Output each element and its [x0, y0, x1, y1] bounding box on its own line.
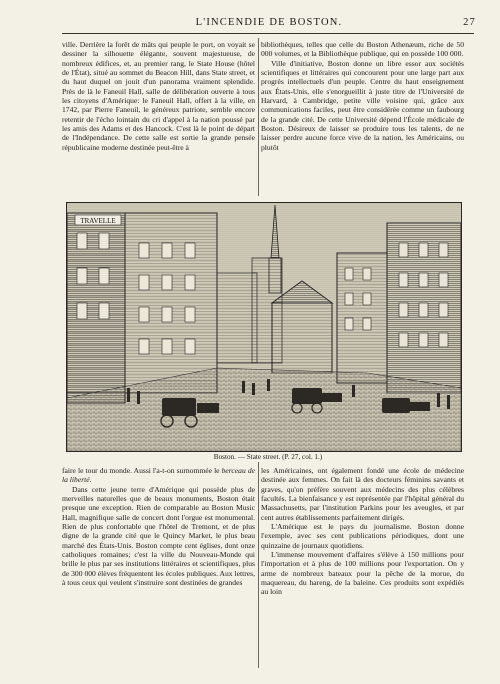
emphasis: berceau de la liberté.: [62, 466, 255, 485]
engraving-illustration: [67, 203, 461, 451]
paragraph: les Américaines, ont également fondé une école de médecine destinée aux femmes. On fait là des docteurs féminins savants et graves, qu'on préfère souvent aux médecins des plus célèbres facultés. La bienfaisance y est représentée par l'hôpital général du Massachusetts, par l'institution Parkins pour les aveugles, et par cent autres établissements parfaitement dirigés.: [261, 466, 464, 522]
page-number: 27: [463, 17, 476, 28]
right-column-bottom: [261, 466, 464, 597]
left-column-bottom: [62, 466, 255, 587]
running-title: L'INCENDIE DE BOSTON.: [195, 17, 343, 28]
column-divider-top: [258, 38, 259, 196]
paragraph: Ville d'initiative, Boston donne un libre essor aux sociétés scientifiques et littéraires qui concourent pour une large part aux progrès intellectuels d'un peuple. Centre du haut enseignement aux États-Unis, elle s'enorgueillit à juste titre de l'Université de Harvard, à Cambridge, petite ville voisine qui, grâce aux communications faciles, peut être considérée comme un faubourg de la grande cité. De cette Université dépend l'École médicale de Boston. Désireux de laisser se produire tous les talents, de ne laisser perdre aucune force vive de la nation, les Américains, ou plutôt: [261, 58, 464, 152]
right-column-top: [261, 40, 464, 152]
paragraph: [62, 466, 255, 485]
shop-sign-text: TRAVELLE: [80, 217, 116, 225]
paragraph: ville. Derrière la forêt de mâts qui peuple le port, on voyait se dessiner la silhouette élégante, souvent majestueuse, de nombreux édifices, et, au premier rang, le State House (hôtel de l'État), situé au sommet du Beacon Hill, dans State street, et du haut duquel on jouit d'un panorama vraiment splendide. Près de là le Faneuil Hall, salle de délibération ouverte à tous les citoyens d'Amérique: le Faneuil Hall, offert à la ville, en 1742, par Pierre Faneuil, le généreux patriote, semble encore retentir de l'écho lointain du cri d'appel à la nation poussé par les amis des Adams et des Hancock. C'est là le point de départ de l'Indépendance. De cette salle est sortie la grande pensée républicaine moderne destinée peut-être à: [62, 40, 255, 152]
figure-caption: Boston. — State street. (P. 27, col. 1.): [213, 453, 323, 461]
paragraph-lead: faire le tour du monde. Aussi l'a-t-on surnommée le: [62, 466, 220, 475]
paragraph: Dans cette jeune terre d'Amérique qui possède plus de merveilles naturelles que de beaux monuments, Boston était presque une exception. Rien de comparable au Boston Music Hall, magnifique salle de concert dont l'orgue est monumental. Rien de plus confortable que l'hôtel de Tremont, et de plus digne de la grande cité que le Quincy Market, le plus beau marché des États-Unis. Boston compte cent églises, dont onze catholiques romaines; c'est la ville du Nouveau-Monde qui brille le plus par ses institutions littéraires et scientifiques, plus de 300 000 élèves fréquentent les écoles publiques. Aux lettres, à tous ceux qui veulent s'instruire sont destinées de grandes: [62, 484, 255, 588]
left-column-top: [62, 40, 255, 152]
header-rule: [62, 33, 474, 34]
paragraph: L'immense mouvement d'affaires s'élève à 150 millions pour l'importation et à plus de 100 millions pour l'exportation. On y arme de nombreux bateaux pour la pêche de la morue, du maquereau, du hareng, de la baleine. Ces produits sont expédiés au loin: [261, 550, 464, 597]
state-street-engraving: [66, 202, 462, 452]
paragraph: L'Amérique est le pays du journalisme. Boston donne l'exemple, avec ses cent publications périodiques, dont une quinzaine de journaux quotidiens.: [261, 522, 464, 550]
column-divider-bottom: [258, 462, 259, 668]
running-head: [62, 17, 476, 31]
paragraph: bibliothèques, telles que celle du Boston Athenæum, riche de 50 000 volumes, et la Bibliothèque publique, qui en possède 100 000.: [261, 40, 464, 59]
